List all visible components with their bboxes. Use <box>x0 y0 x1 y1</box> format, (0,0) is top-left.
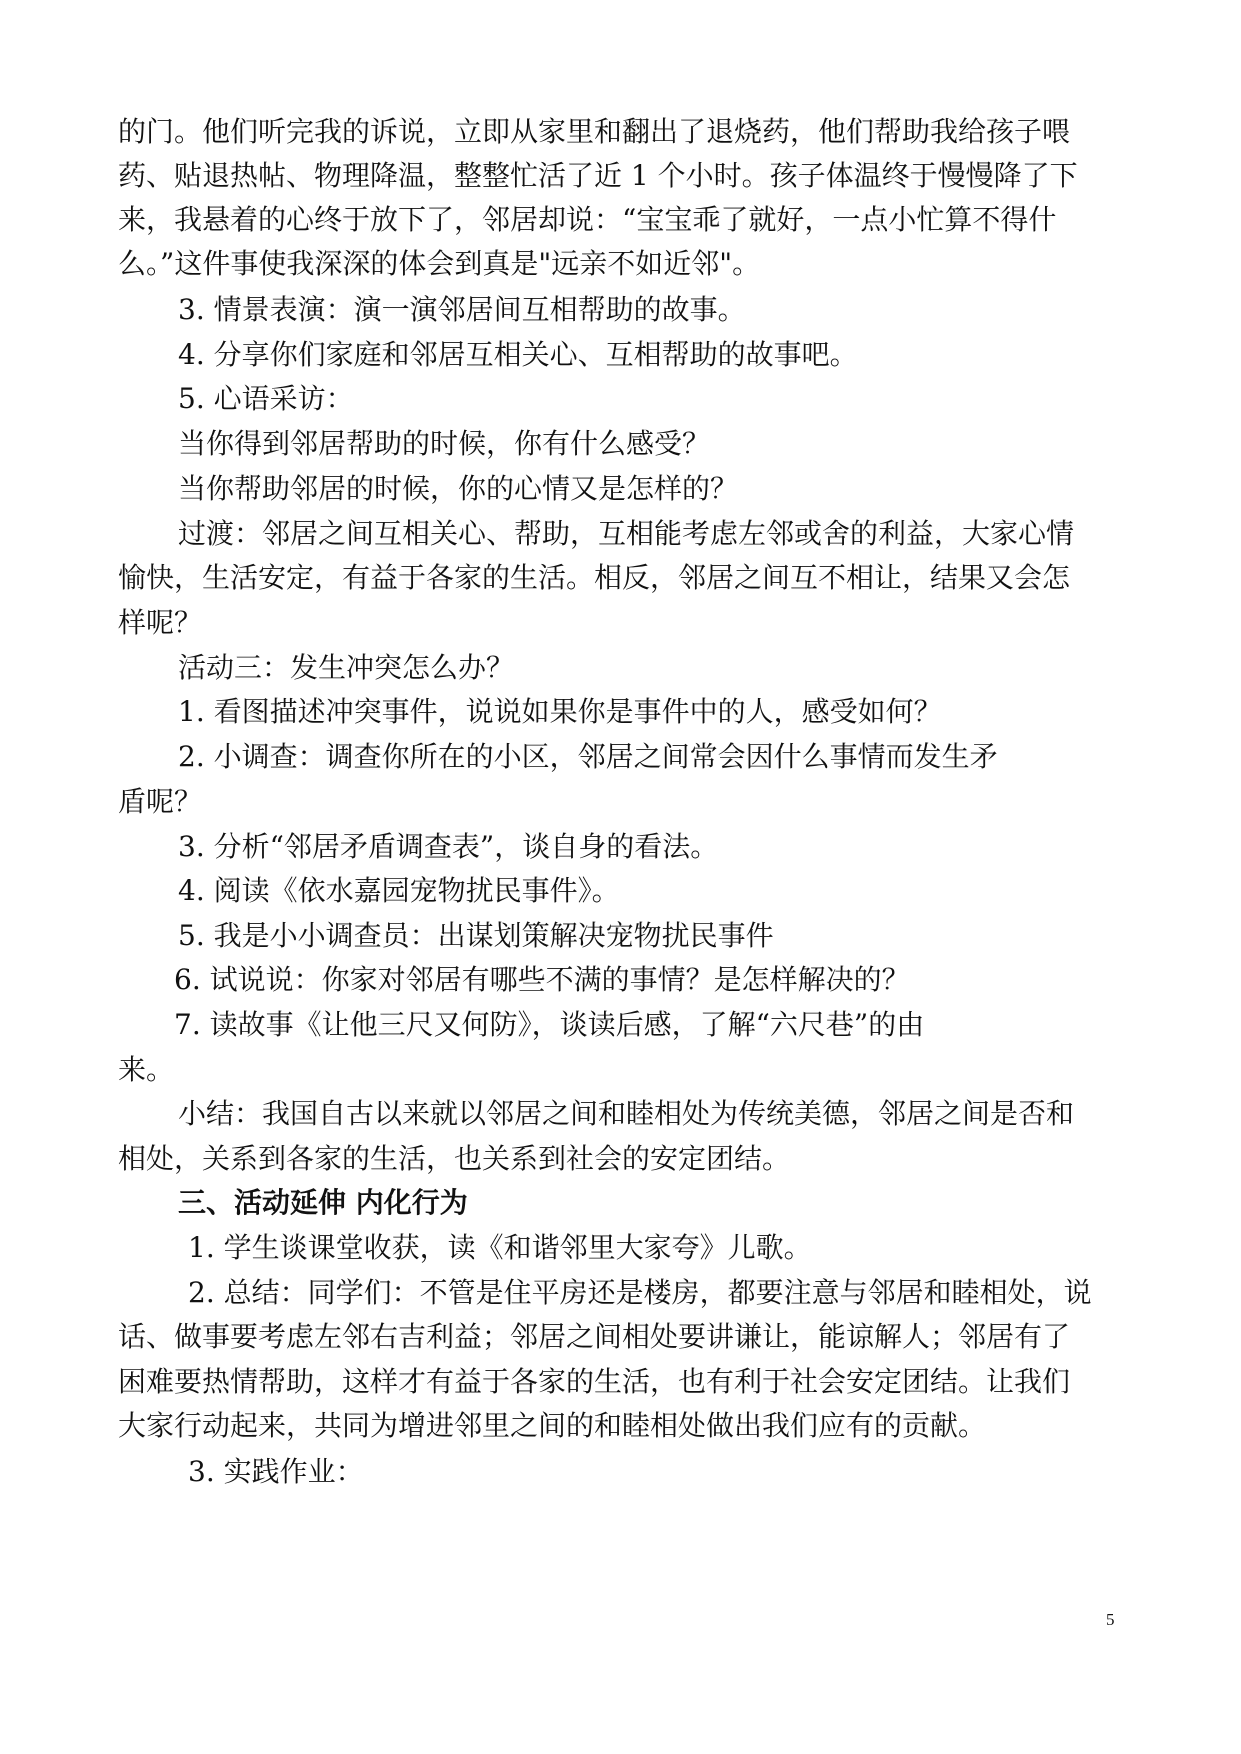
text-line: 1. 学生谈课堂收获，读《和谐邻里大家夸》儿歌。 <box>188 1231 812 1264</box>
page-number: 5 <box>1106 1610 1115 1629</box>
text-line: 7. 读故事《让他三尺又何防》，谈读后感，了解“六尺巷”的由 <box>174 1008 925 1041</box>
text-line: 2. 总结：同学们：不管是住平房还是楼房，都要注意与邻居和睦相处，说 <box>188 1276 1092 1309</box>
text-line: 小结：我国自古以来就以邻居之间和睦相处为传统美德，邻居之间是否和 <box>178 1097 1075 1130</box>
text-line: 愉快，生活安定，有益于各家的生活。相反，邻居之间互不相让，结果又会怎 <box>118 561 1071 594</box>
text-line: 盾呢？ <box>118 785 203 818</box>
text-line: 大家行动起来，共同为增进邻里之间的和睦相处做出我们应有的贡献。 <box>118 1409 987 1442</box>
text-line: 药、贴退热帖、物理降温，整整忙活了近 1 个小时。孩子体温终于慢慢降了下 <box>118 159 1078 192</box>
section-heading: 三、活动延伸 内化行为 <box>178 1186 468 1219</box>
text-line: 相处，关系到各家的生活，也关系到社会的安定团结。 <box>118 1142 791 1175</box>
text-line: 的门。他们听完我的诉说，立即从家里和翻出了退烧药，他们帮助我给孩子喂 <box>118 115 1071 148</box>
text-line: 来，我悬着的心终于放下了，邻居却说：“宝宝乖了就好，一点小忙算不得什 <box>118 203 1057 236</box>
text-line: 来。 <box>118 1053 175 1086</box>
text-line: 4. 阅读《依水嘉园宠物扰民事件》。 <box>178 874 620 907</box>
text-line: 4. 分享你们家庭和邻居互相关心、互相帮助的故事吧。 <box>178 338 858 371</box>
text-line: 活动三：发生冲突怎么办？ <box>178 651 515 684</box>
text-line: 困难要热情帮助，这样才有益于各家的生活，也有利于社会安定团结。让我们 <box>118 1365 1071 1398</box>
text-line: 当你帮助邻居的时候，你的心情又是怎样的？ <box>178 472 739 505</box>
text-line: 5. 心语采访： <box>178 382 354 415</box>
text-line: 过渡：邻居之间互相关心、帮助，互相能考虑左邻或舍的利益，大家心情 <box>178 517 1075 550</box>
text-line: 3. 情景表演：演一演邻居间互相帮助的故事。 <box>178 293 746 326</box>
text-line: 3. 分析“邻居矛盾调查表”，谈自身的看法。 <box>178 830 719 863</box>
text-line: 话、做事要考虑左邻右吉利益；邻居之间相处要讲谦让，能谅解人；邻居有了 <box>118 1320 1071 1353</box>
text-line: 样呢？ <box>118 606 203 639</box>
text-line: 5. 我是小小调查员：出谋划策解决宠物扰民事件 <box>178 919 774 952</box>
text-line: 么。”这件事使我深深的体会到真是"远亲不如近邻"。 <box>118 247 761 280</box>
text-line: 2. 小调查：调查你所在的小区，邻居之间常会因什么事情而发生矛 <box>178 740 998 773</box>
text-line: 当你得到邻居帮助的时候，你有什么感受？ <box>178 427 711 460</box>
text-line: 6. 试说说：你家对邻居有哪些不满的事情？是怎样解决的？ <box>174 963 910 996</box>
text-line: 3. 实践作业： <box>188 1455 364 1488</box>
text-line: 1. 看图描述冲突事件，说说如果你是事件中的人，感受如何？ <box>178 695 942 728</box>
